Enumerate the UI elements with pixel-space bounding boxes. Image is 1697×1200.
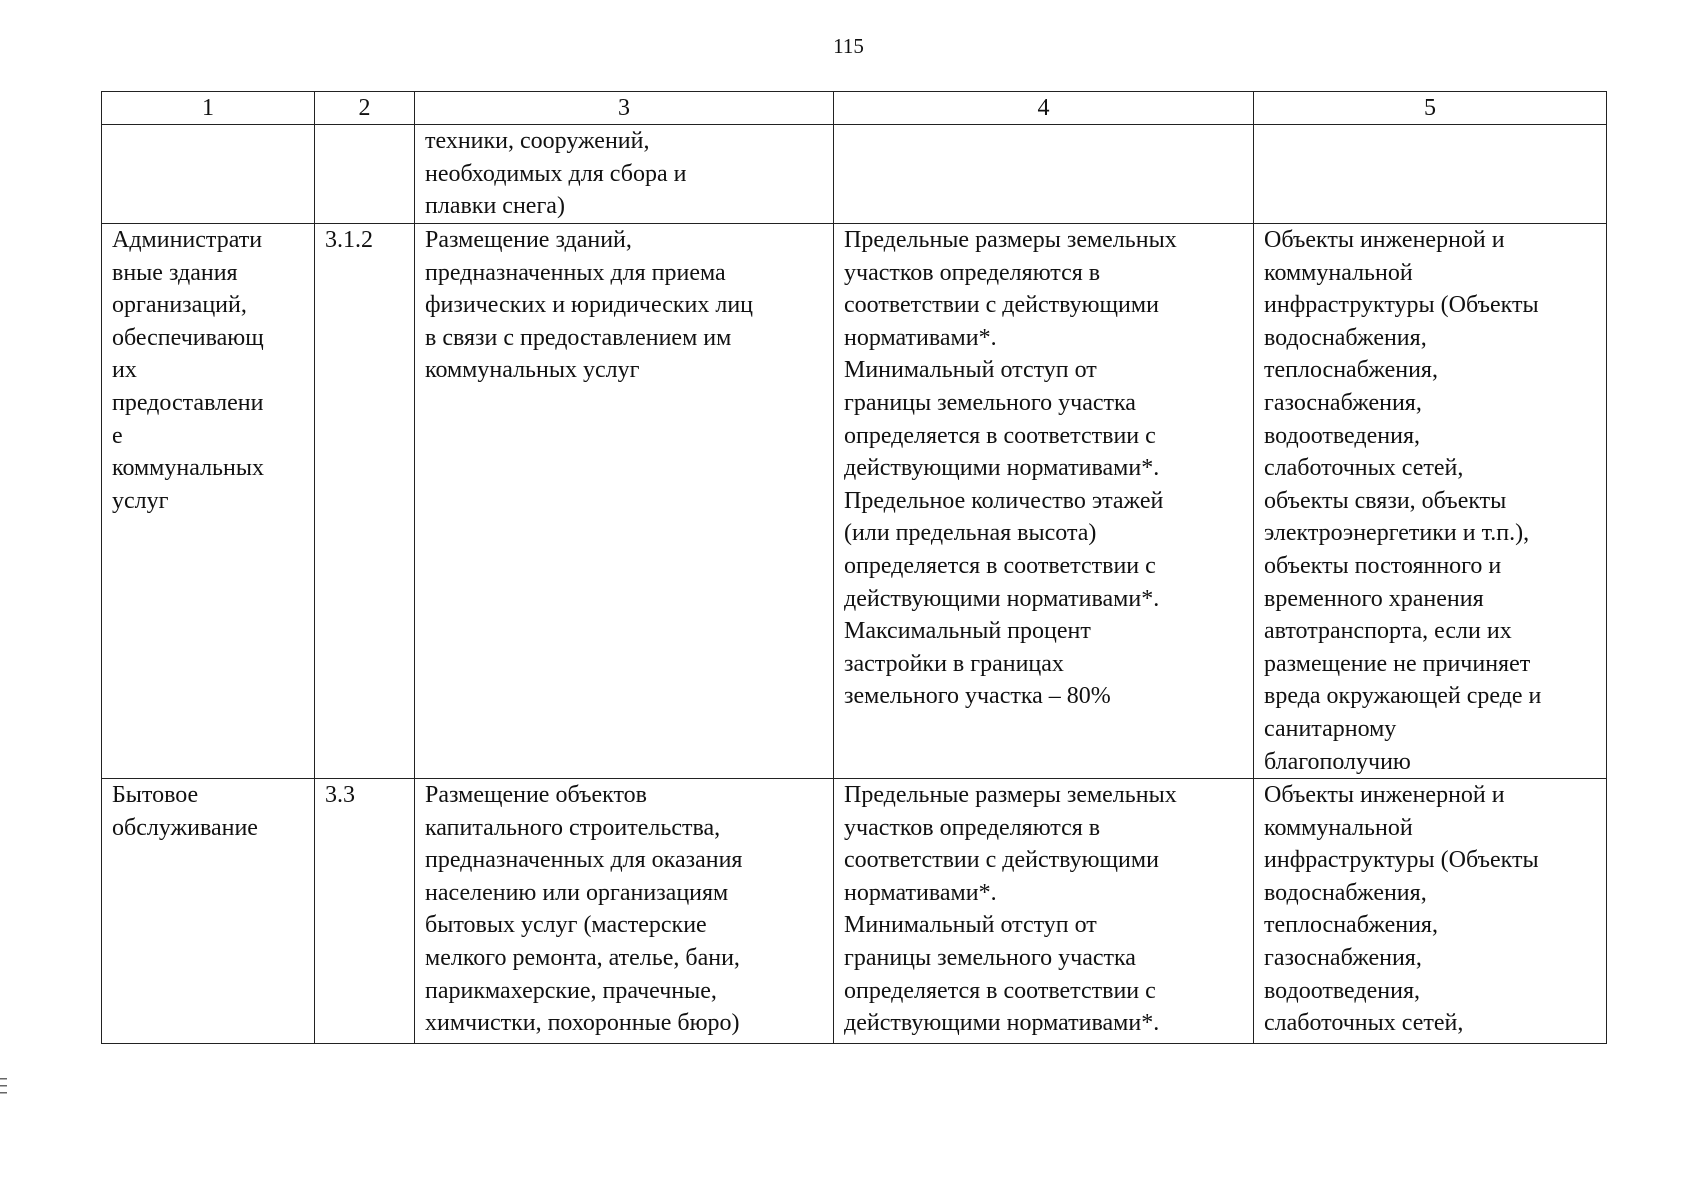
cell-text-line: населению или организациям <box>425 879 729 906</box>
header-col-3: 3 <box>415 92 834 125</box>
cell-text-line: инфраструктуры (Объекты <box>1264 847 1539 874</box>
header-row <box>102 92 1607 125</box>
cell-text-line: Бытовое <box>112 782 199 809</box>
cell-text-line: коммунальной <box>1264 259 1413 286</box>
cell-text-line: объекты постоянного и <box>1264 552 1502 579</box>
cell-text-line: участков определяются в <box>844 259 1101 286</box>
cell-text-line: Предельные размеры земельных <box>844 782 1177 809</box>
table-row <box>102 779 1607 1044</box>
cell-text-line: Размещение объектов <box>425 782 647 809</box>
table-row <box>102 224 1607 779</box>
scan-margin-mark <box>0 1078 7 1100</box>
cell-text-line: капитального строительства, <box>425 814 721 841</box>
cell-text-line: физических и юридических лиц <box>425 292 754 319</box>
use-type-cell <box>102 125 315 224</box>
cell-text-line: действующими нормативами*. <box>844 585 1160 612</box>
parameters-cell <box>834 125 1254 224</box>
cell-text-line: в связи с предоставлением им <box>425 324 732 351</box>
auxiliary-uses-cell <box>1254 125 1607 224</box>
cell-text-line: слаботочных сетей, <box>1264 455 1464 482</box>
cell-text-line: инфраструктуры (Объекты <box>1264 292 1539 319</box>
page-number: 115 <box>833 34 864 58</box>
cell-text-line: соответствии с действующими <box>844 292 1159 319</box>
cell-text-line: определяется в соответствии с <box>844 422 1156 449</box>
cell-text-line: услуг <box>112 487 169 514</box>
cell-text-line: благополучию <box>1264 748 1411 775</box>
cell-text-line: временного хранения <box>1264 585 1484 612</box>
header-col-2: 2 <box>315 92 415 125</box>
cell-text-line: плавки снега) <box>425 193 565 220</box>
cell-text-line: нормативами*. <box>844 879 997 906</box>
cell-text-line: слаботочных сетей, <box>1264 1010 1464 1037</box>
cell-text-line: (или предельная высота) <box>844 520 1097 547</box>
cell-text-line: участков определяются в <box>844 814 1101 841</box>
cell-text-line: мелкого ремонта, ателье, бани, <box>425 945 740 972</box>
cell-text-line: их <box>112 357 137 384</box>
code-cell: 3.3 <box>315 779 415 1044</box>
cell-text-line: земельного участка – 80% <box>844 683 1111 710</box>
cell-text-line: предназначенных для приема <box>425 259 726 286</box>
cell-text-line: определяется в соответствии с <box>844 977 1156 1004</box>
cell-text-line: вреда окружающей среде и <box>1264 683 1542 710</box>
cell-text-line: границы земельного участка <box>844 389 1136 416</box>
description-cell <box>415 779 834 1044</box>
cell-text-line: предназначенных для оказания <box>425 847 743 874</box>
cell-text-line: объекты связи, объекты <box>1264 487 1507 514</box>
use-type-cell <box>102 224 315 779</box>
cell-text-line: застройки в границах <box>844 650 1064 677</box>
cell-text-line: необходимых для сбора и <box>425 160 687 187</box>
cell-text-line: парикмахерские, прачечные, <box>425 977 717 1004</box>
cell-text-line: газоснабжения, <box>1264 945 1422 972</box>
cell-text-line: размещение не причиняет <box>1264 650 1531 677</box>
cell-text-line: е <box>112 422 123 449</box>
cell-text-line: границы земельного участка <box>844 945 1136 972</box>
cell-text-line: санитарному <box>1264 715 1397 742</box>
cell-text-line: водоснабжения, <box>1264 879 1427 906</box>
cell-text-line: Минимальный отступ от <box>844 912 1097 939</box>
cell-text-line: Предельное количество этажей <box>844 487 1164 514</box>
cell-text-line: Минимальный отступ от <box>844 357 1097 384</box>
cell-text-line: водоснабжения, <box>1264 324 1427 351</box>
parameters-cell <box>834 779 1254 1044</box>
cell-text-line: Размещение зданий, <box>425 227 632 253</box>
land-use-table <box>101 91 1607 1044</box>
cell-text-line: теплоснабжения, <box>1264 357 1438 384</box>
code-cell: 3.1.2 <box>315 224 415 779</box>
header-col-4: 4 <box>834 92 1254 125</box>
cell-text-line: нормативами*. <box>844 324 997 351</box>
cell-text-line: предоставлени <box>112 389 264 416</box>
code-cell <box>315 125 415 224</box>
cell-text-line: Объекты инженерной и <box>1264 782 1505 809</box>
cell-text-line: обеспечивающ <box>112 324 264 351</box>
cell-text-line: водоотведения, <box>1264 422 1420 449</box>
cell-text-line: определяется в соответствии с <box>844 552 1156 579</box>
cell-text-line: теплоснабжения, <box>1264 912 1438 939</box>
cell-text-line: действующими нормативами*. <box>844 1010 1160 1037</box>
header-col-1: 1 <box>102 92 315 125</box>
cell-text-line: Предельные размеры земельных <box>844 227 1177 253</box>
cell-text-line: водоотведения, <box>1264 977 1420 1004</box>
auxiliary-uses-cell <box>1254 779 1607 1044</box>
cell-text-line: техники, сооружений, <box>425 128 650 154</box>
cell-text-line: обслуживание <box>112 814 258 841</box>
cell-text-line: химчистки, похоронные бюро) <box>425 1010 740 1037</box>
auxiliary-uses-cell <box>1254 224 1607 779</box>
cell-text-line: действующими нормативами*. <box>844 455 1160 482</box>
cell-text-line: газоснабжения, <box>1264 389 1422 416</box>
cell-text-line: вные здания <box>112 259 238 286</box>
cell-text-line: коммунальной <box>1264 814 1413 841</box>
cell-text-line: коммунальных услуг <box>425 357 640 384</box>
cell-text-line: Объекты инженерной и <box>1264 227 1505 253</box>
cell-text-line: Максимальный процент <box>844 618 1091 645</box>
cell-text-line: автотранспорта, если их <box>1264 618 1512 645</box>
description-cell <box>415 125 834 224</box>
use-type-cell <box>102 779 315 1044</box>
cell-text-line: соответствии с действующими <box>844 847 1159 874</box>
description-cell <box>415 224 834 779</box>
parameters-cell <box>834 224 1254 779</box>
cell-text-line: Администрати <box>112 227 263 253</box>
table-row <box>102 125 1607 224</box>
cell-text-line: организаций, <box>112 292 247 319</box>
header-col-5: 5 <box>1254 92 1607 125</box>
cell-text-line: бытовых услуг (мастерские <box>425 912 707 939</box>
cell-text-line: коммунальных <box>112 455 264 482</box>
cell-text-line: электроэнергетики и т.п.), <box>1264 520 1530 547</box>
